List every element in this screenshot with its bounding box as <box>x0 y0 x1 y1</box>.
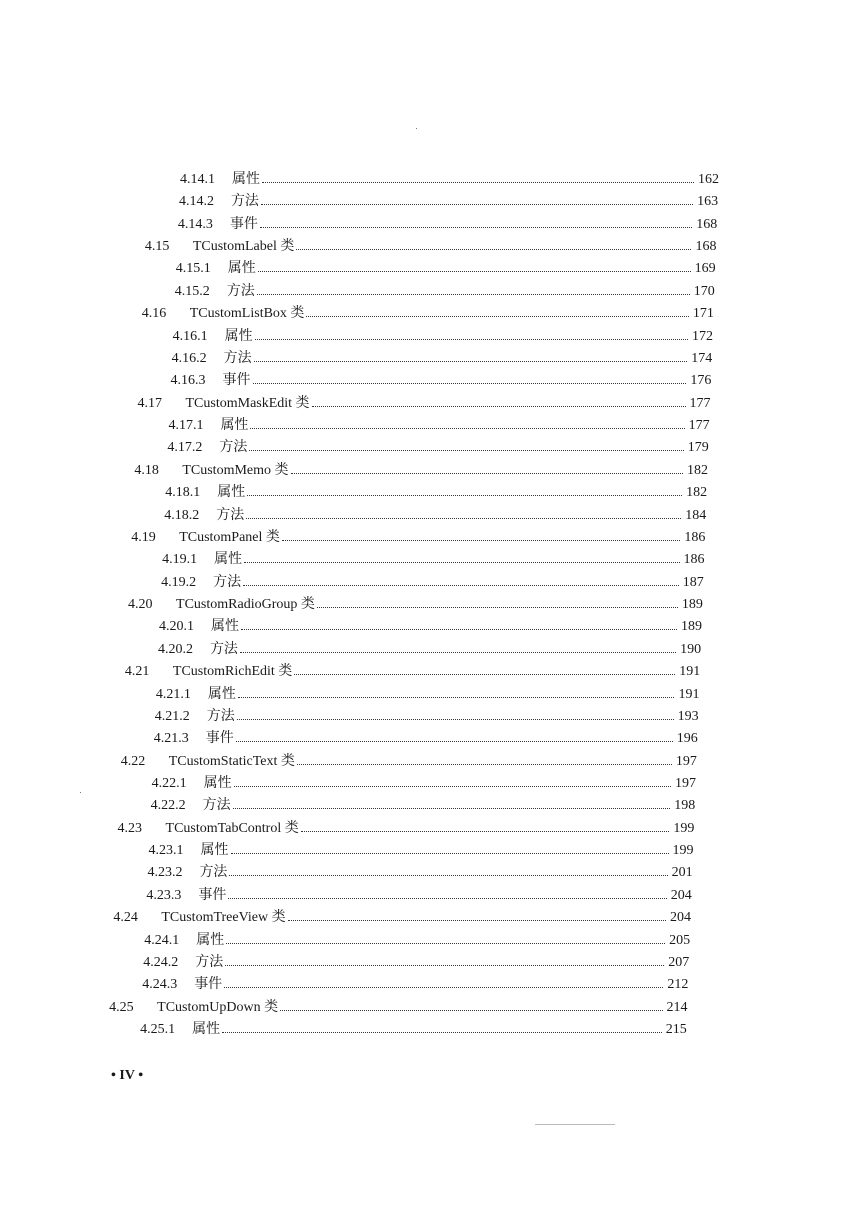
toc-entry-page: 191 <box>678 686 700 702</box>
toc-entry-title: 属性 <box>207 686 236 702</box>
toc-entry[interactable] <box>175 282 715 302</box>
toc-entry[interactable] <box>164 506 706 526</box>
toc-entry-title: TCustomTabControl 类 <box>165 820 299 836</box>
toc-entry[interactable] <box>156 685 700 705</box>
toc-entry-page: 172 <box>692 328 714 344</box>
toc-dot-leader <box>229 874 667 876</box>
toc-entry-title: 事件 <box>222 373 251 389</box>
toc-dot-leader <box>244 561 679 563</box>
toc-entry[interactable] <box>138 394 711 414</box>
toc-entry-number: 4.17 <box>137 395 162 411</box>
toc-dot-leader <box>288 919 666 921</box>
toc-entry-page: 214 <box>666 999 688 1015</box>
toc-entry-number: 4.21.2 <box>154 708 190 724</box>
toc-entry[interactable] <box>118 819 695 839</box>
toc-entry-number: 4.16 <box>141 306 167 322</box>
toc-entry-title: 属性 <box>220 418 249 434</box>
toc-entry-page: 186 <box>683 552 705 568</box>
toc-entry-number: 4.14.3 <box>177 216 213 232</box>
scan-speck <box>535 1124 615 1125</box>
toc-dot-leader <box>225 964 664 966</box>
toc-entry-number: 4.22 <box>120 753 146 769</box>
toc-dot-leader <box>224 986 663 988</box>
toc-dot-leader <box>317 606 678 608</box>
toc-entry-title: TCustomRadioGroup 类 <box>176 597 315 613</box>
toc-entry-number: 4.20.2 <box>157 641 193 657</box>
toc-entry-page: 179 <box>687 440 709 456</box>
toc-entry-page: 163 <box>697 194 719 210</box>
toc-entry-number: 4.16.3 <box>170 373 206 389</box>
toc-entry-page: 190 <box>680 641 702 657</box>
toc-entry-title: 方法 <box>202 798 231 814</box>
toc-entry-title: TCustomLabel 类 <box>192 239 295 255</box>
toc-dot-leader <box>250 427 684 429</box>
toc-dot-leader <box>246 517 681 519</box>
page-number-footer: • IV • <box>111 1068 144 1083</box>
toc-entry-page: 182 <box>686 462 708 478</box>
toc-entry[interactable] <box>145 237 717 257</box>
toc-entry-number: 4.22.2 <box>150 798 186 814</box>
toc-entry-title: 事件 <box>229 216 258 232</box>
toc-dot-leader <box>254 360 688 362</box>
toc-entry[interactable] <box>173 327 713 347</box>
toc-entry[interactable] <box>167 438 708 458</box>
toc-entry-title: TCustomUpDown 类 <box>157 999 279 1015</box>
toc-entry[interactable] <box>113 908 691 928</box>
toc-entry-number: 4.23.2 <box>147 865 183 881</box>
toc-entry[interactable] <box>180 170 719 190</box>
toc-dot-leader <box>291 472 683 474</box>
toc-entry-page: 184 <box>685 507 707 523</box>
toc-entry-title: 事件 <box>198 887 227 903</box>
toc-entry-title: 属性 <box>192 1022 221 1038</box>
toc-entry-number: 4.16.1 <box>172 328 208 344</box>
toc-dot-leader <box>231 852 669 854</box>
toc-entry[interactable] <box>179 192 718 212</box>
toc-entry-number: 4.24.1 <box>144 932 180 948</box>
toc-entry[interactable] <box>171 371 712 391</box>
toc-entry[interactable] <box>162 550 704 570</box>
toc-entry[interactable] <box>158 640 701 660</box>
toc-entry-title: 属性 <box>211 619 239 635</box>
toc-entry-number: 4.17.2 <box>167 440 203 456</box>
toc-entry[interactable] <box>155 707 699 727</box>
toc-dot-leader <box>306 315 688 317</box>
toc-entry[interactable] <box>125 662 700 682</box>
toc-entry-page: 193 <box>677 708 699 724</box>
toc-entry-title: 方法 <box>195 954 224 970</box>
toc-entry[interactable] <box>147 863 692 883</box>
toc-entry-page: 187 <box>682 574 704 590</box>
toc-dot-leader <box>294 673 675 675</box>
toc-dot-leader <box>226 942 665 944</box>
toc-entry-page: 176 <box>690 373 712 389</box>
toc-dot-leader <box>240 651 676 653</box>
toc-dot-leader <box>237 718 674 720</box>
scan-speck <box>416 128 417 129</box>
toc-entry-title: 方法 <box>213 574 242 590</box>
toc-dot-leader <box>222 1031 662 1033</box>
toc-entry[interactable] <box>128 595 703 615</box>
toc-entry[interactable] <box>159 617 702 637</box>
toc-entry-number: 4.25 <box>109 999 134 1015</box>
toc-entry-page: 169 <box>694 261 716 277</box>
toc-entry-number: 4.21 <box>124 664 150 680</box>
toc-entry-page: 168 <box>695 239 717 255</box>
toc-dot-leader <box>260 226 692 228</box>
toc-entry-page: 177 <box>688 418 710 434</box>
toc-entry-page: 182 <box>686 485 708 501</box>
toc-entry-title: 方法 <box>206 708 235 724</box>
toc-entry-page: 198 <box>674 798 696 814</box>
toc-entry[interactable] <box>172 349 713 369</box>
toc-entry[interactable] <box>176 259 716 279</box>
toc-entry-number: 4.25.1 <box>140 1022 176 1038</box>
toc-entry-number: 4.15 <box>144 239 170 255</box>
toc-entry-page: 171 <box>692 306 714 322</box>
toc-dot-leader <box>280 1009 662 1011</box>
toc-entry-number: 4.14.1 <box>180 172 215 187</box>
toc-entry-number: 4.20 <box>128 597 153 613</box>
toc-entry[interactable] <box>143 953 689 973</box>
toc-dot-leader <box>249 449 683 451</box>
toc-entry-page: 186 <box>684 529 706 545</box>
toc-entry-title: TCustomMaskEdit 类 <box>185 395 310 411</box>
toc-entry[interactable] <box>142 975 688 995</box>
toc-entry-number: 4.18 <box>134 462 159 478</box>
toc-dot-leader <box>301 830 670 832</box>
toc-entry-title: 方法 <box>209 641 238 657</box>
toc-entry-page: 196 <box>676 731 698 747</box>
toc-entry-title: 方法 <box>216 507 245 523</box>
toc-entry[interactable] <box>165 483 707 503</box>
toc-entry-title: 属性 <box>196 932 225 948</box>
toc-entry-title: 属性 <box>217 485 246 501</box>
toc-entry-page: 168 <box>696 216 718 232</box>
toc-dot-leader <box>312 405 686 407</box>
toc-entry-number: 4.21.1 <box>155 686 191 702</box>
toc-entry[interactable] <box>140 1020 687 1040</box>
toc-entry-number: 4.18.1 <box>165 485 201 501</box>
toc-dot-leader <box>228 897 666 899</box>
toc-entry[interactable] <box>144 931 690 951</box>
toc-entry-title: TCustomTreeView 类 <box>161 910 286 926</box>
toc-entry-title: 属性 <box>214 552 243 568</box>
toc-entry[interactable] <box>178 215 717 235</box>
toc-entry-page: 197 <box>675 753 697 769</box>
toc-entry-page: 199 <box>673 820 695 836</box>
toc-entry[interactable] <box>109 998 687 1018</box>
toc-dot-leader <box>233 807 671 809</box>
toc-entry-number: 4.19.1 <box>162 552 198 568</box>
toc-entry-page: 189 <box>681 619 702 635</box>
toc-entry-page: 191 <box>679 664 701 680</box>
toc-dot-leader <box>241 628 677 630</box>
toc-entry-page: 170 <box>693 283 715 299</box>
toc-entry-title: TCustomListBox 类 <box>189 306 305 322</box>
toc-entry-title: 属性 <box>227 261 256 277</box>
toc-entry-page: 212 <box>667 977 689 993</box>
toc-dot-leader <box>236 740 673 742</box>
toc-entry-number: 4.24.3 <box>142 977 178 993</box>
toc-entry-title: TCustomMemo 类 <box>182 462 289 478</box>
toc-entry-title: 方法 <box>219 440 248 456</box>
toc-dot-leader <box>261 203 693 205</box>
toc-entry-page: 162 <box>698 172 719 187</box>
toc-entry-page: 204 <box>669 910 691 926</box>
toc-entry-page: 207 <box>668 954 690 970</box>
toc-entry-number: 4.23 <box>117 820 143 836</box>
toc-entry-title: 事件 <box>205 731 234 747</box>
toc-dot-leader <box>247 494 682 496</box>
toc-entry-page: 204 <box>670 887 692 903</box>
toc-entry-page: 201 <box>671 865 693 881</box>
toc-entry-page: 197 <box>675 775 697 791</box>
toc-entry-number: 4.23.3 <box>146 887 182 903</box>
toc-entry-title: 属性 <box>203 775 232 791</box>
toc-entry-number: 4.19 <box>131 529 156 545</box>
toc-entry-number: 4.20.1 <box>159 619 194 635</box>
toc-entry-page: 215 <box>665 1022 687 1038</box>
toc-entry[interactable] <box>131 528 705 548</box>
toc-entry-title: 方法 <box>230 194 259 210</box>
toc-entry-number: 4.24.2 <box>143 954 179 970</box>
toc-entry-title: 属性 <box>232 172 260 187</box>
toc-entry-title: 属性 <box>224 328 253 344</box>
toc-entry-page: 205 <box>669 932 691 948</box>
toc-dot-leader <box>234 785 671 787</box>
toc-entry-page: 199 <box>672 843 694 859</box>
toc-dot-leader <box>238 696 675 698</box>
toc-entry-number: 4.23.1 <box>148 843 184 859</box>
toc-entry-number: 4.16.2 <box>171 350 207 366</box>
toc-entry[interactable] <box>154 729 698 749</box>
toc-entry-title: 属性 <box>200 843 229 859</box>
toc-entry-title: TCustomRichEdit 类 <box>172 664 293 680</box>
toc-entry-title: TCustomPanel 类 <box>179 529 280 545</box>
toc-entry-number: 4.14.2 <box>178 194 214 210</box>
toc-dot-leader <box>258 270 691 272</box>
toc-entry[interactable] <box>134 461 708 481</box>
toc-entry-page: 189 <box>681 597 703 613</box>
toc-entry-title: 事件 <box>194 977 223 993</box>
toc-entry[interactable] <box>161 573 704 593</box>
toc-entry-number: 4.15.1 <box>175 261 211 277</box>
toc-entry-title: 方法 <box>223 350 252 366</box>
toc-entry[interactable] <box>142 304 714 324</box>
toc-entry-number: 4.19.2 <box>161 574 197 590</box>
toc-entry[interactable] <box>146 886 691 906</box>
toc-entry-number: 4.24 <box>113 910 138 926</box>
toc-entry-title: 方法 <box>226 283 255 299</box>
toc-entry-title: 方法 <box>199 865 228 881</box>
toc-dot-leader <box>262 181 694 183</box>
toc-entry-page: 174 <box>691 350 713 366</box>
toc-entry[interactable] <box>121 752 697 772</box>
toc-entry[interactable] <box>152 774 696 794</box>
toc-entry[interactable] <box>168 416 709 436</box>
toc-entry-number: 4.17.1 <box>168 418 204 434</box>
toc-entry[interactable] <box>149 841 694 861</box>
toc-dot-leader <box>297 763 672 765</box>
toc-dot-leader <box>296 248 691 250</box>
toc-entry-number: 4.21.3 <box>153 731 189 747</box>
toc-dot-leader <box>282 539 680 541</box>
toc-dot-leader <box>253 382 687 384</box>
toc-dot-leader <box>257 293 690 295</box>
toc-entry-title: TCustomStaticText 类 <box>168 753 295 769</box>
toc-entry-number: 4.15.2 <box>174 283 210 299</box>
toc-dot-leader <box>255 338 688 340</box>
toc-entry-number: 4.18.2 <box>164 507 200 523</box>
toc-dot-leader <box>243 584 679 586</box>
toc-entry-page: 177 <box>689 395 711 411</box>
scan-speck <box>80 792 81 793</box>
toc-entry[interactable] <box>151 796 696 816</box>
toc-entry-number: 4.22.1 <box>151 775 187 791</box>
